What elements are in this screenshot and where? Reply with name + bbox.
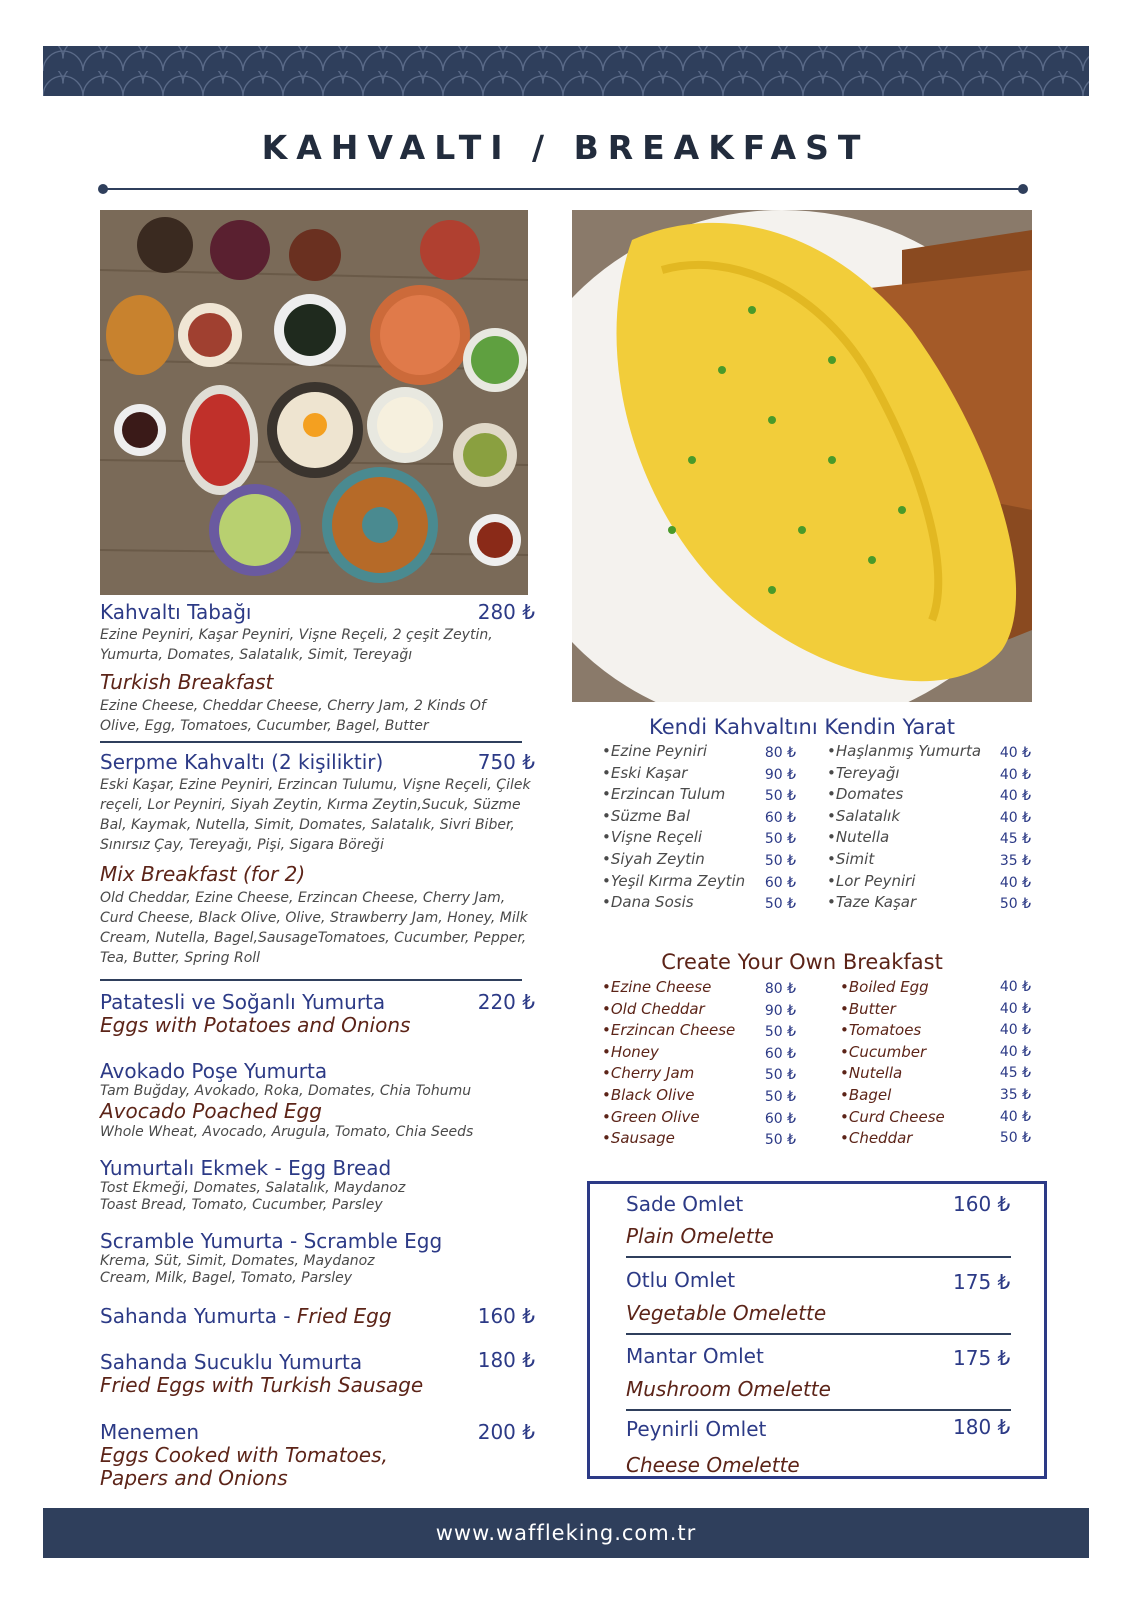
extras-item-name: •Salatalık	[827, 806, 901, 825]
extras-item-price: 40 ₺	[999, 874, 1031, 891]
extras-item-name: •Eski Kaşar	[602, 763, 688, 782]
extras-item-name: •Boiled Egg	[840, 978, 929, 996]
serpme-en-name: Mix Breakfast (for 2)	[100, 862, 306, 886]
create-left-list	[602, 977, 735, 1150]
extras-item-name: •Vişne Reçeli	[602, 828, 703, 847]
potato-eggs-price: 220 ₺	[477, 990, 535, 1014]
extras-item-name: •Nutella	[827, 828, 890, 847]
potato-eggs-en: Eggs with Potatoes and Onions	[100, 1013, 411, 1037]
extras-item-name: •Taze Kaşar	[827, 893, 917, 912]
omelette-divider	[626, 1333, 1011, 1335]
website-link[interactable]: www.waffleking.com.tr	[435, 1521, 697, 1545]
extras-item-price: 40 ₺	[999, 788, 1031, 805]
extras-item-price: 40 ₺	[999, 745, 1031, 761]
omelette-4-en: Cheese Omelette	[626, 1453, 800, 1477]
serpme-price: 750 ₺	[477, 750, 535, 774]
create-right-list	[840, 977, 945, 1150]
extras-item-price: 90 ₺	[764, 766, 796, 783]
extras-item-name: •Tomatoes	[840, 1021, 922, 1040]
kendi-right-prices	[975, 743, 1031, 916]
extras-item-price: 80 ₺	[764, 745, 796, 761]
extras-item-price: 60 ₺	[764, 1110, 796, 1127]
extras-item-name: •Cherry Jam	[602, 1064, 695, 1083]
extras-item-name: •Old Cheddar	[602, 999, 705, 1018]
scramble-egg-en-desc: Cream, Milk, Bagel, Tomato, Parsley	[100, 1270, 353, 1286]
avocado-egg-name: Avokado Poşe Yumurta	[100, 1059, 328, 1083]
egg-bread-desc: Tost Ekmeği, Domates, Salatalık, Maydanoz	[100, 1180, 406, 1196]
avocado-egg-en: Avocado Poached Egg	[100, 1099, 322, 1123]
scramble-egg-name: Scramble Yumurta - Scramble Egg	[100, 1229, 443, 1253]
extras-item-price: 45 ₺	[999, 1065, 1031, 1082]
extras-item-name: •Domates	[827, 785, 904, 804]
extras-item-name: •Cheddar	[840, 1129, 913, 1148]
create-title: Create Your Own Breakfast	[661, 950, 943, 974]
footer-band	[43, 1508, 1089, 1558]
omelette-1-price: 160 ₺	[953, 1192, 1011, 1216]
fried-egg-title	[100, 1304, 392, 1328]
page-title: KAHVALTI / BREAKFAST	[261, 128, 870, 167]
fried-egg-price: 160 ₺	[477, 1304, 535, 1328]
extras-item-price: 50 ₺	[999, 896, 1031, 913]
extras-item-price: 50 ₺	[764, 1024, 796, 1041]
title-divider	[98, 184, 1028, 194]
extras-item-name: •Ezine Peyniri	[602, 742, 708, 760]
omelette-4-name: Peynirli Omlet	[626, 1417, 767, 1441]
omelette-1-en: Plain Omelette	[626, 1224, 774, 1248]
extras-item-price: 50 ₺	[764, 896, 796, 913]
omelette-3-en: Mushroom Omelette	[626, 1377, 831, 1401]
omelette-divider	[626, 1409, 1011, 1411]
extras-item-price: 50 ₺	[764, 1132, 796, 1149]
extras-item-price: 60 ₺	[764, 874, 796, 891]
menemen-en-line1: Eggs Cooked with Tomatoes,	[100, 1443, 388, 1467]
extras-item-name: •Haşlanmış Yumurta	[827, 742, 982, 760]
create-left-prices	[740, 979, 796, 1152]
extras-item-price: 60 ₺	[764, 1045, 796, 1062]
header-pattern-band	[43, 46, 1089, 96]
omelette-photo	[572, 210, 1032, 702]
potato-eggs-name: Patatesli ve Soğanlı Yumurta	[100, 990, 386, 1014]
extras-item-name: •Süzme Bal	[602, 806, 691, 825]
omelette-divider	[626, 1256, 1011, 1258]
serpme-en-desc: Old Cheddar, Ezine Cheese, Erzincan Cheese, Cherry Jam, Curd Cheese, Black Olive, Olive, Strawberry Jam, Honey, Milk Cream, Nutella, Bagel,SausageTomatoes, Cucumber, Pepper, Tea, Butter, Spring Roll	[100, 890, 528, 966]
extras-item-price: 40 ₺	[999, 1043, 1031, 1060]
omelette-1-name: Sade Omlet	[626, 1192, 744, 1216]
breakfast-plate-price: 280 ₺	[477, 600, 535, 624]
extras-item-name: •Honey	[602, 1042, 659, 1061]
extras-item-name: •Nutella	[840, 1064, 903, 1083]
extras-item-name: •Lor Peyniri	[827, 871, 916, 890]
extras-item-price: 50 ₺	[764, 831, 796, 848]
extras-item-price: 80 ₺	[764, 981, 796, 997]
serpme-desc: Eski Kaşar, Ezine Peyniri, Erzincan Tulumu, Vişne Reçeli, Çilek reçeli, Lor Peyniri, Siyah Zeytin, Kırma Zeytin,Sucuk, Süzme Bal, Kaymak, Nutella, Simit, Domates, Salatalık, Sivri Biber, Sınırsız Çay, Tereyağı, Pişi, Sigara Böreği	[100, 777, 531, 853]
extras-item-name: •Tereyağı	[827, 763, 900, 782]
omelette-3-name: Mantar Omlet	[626, 1344, 764, 1368]
menemen-name: Menemen	[100, 1420, 200, 1444]
extras-item-name: •Black Olive	[602, 1085, 695, 1104]
serpme-name: Serpme Kahvaltı (2 kişiliktir)	[100, 750, 384, 774]
extras-item-price: 50 ₺	[764, 852, 796, 869]
avocado-egg-desc: Tam Buğday, Avokado, Roka, Domates, Chia Tohumu	[100, 1083, 472, 1099]
avocado-egg-en-desc: Whole Wheat, Avocado, Arugula, Tomato, Chia Seeds	[100, 1124, 474, 1140]
extras-item-price: 35 ₺	[999, 852, 1031, 869]
section-divider	[100, 979, 522, 981]
extras-item-name: •Yeşil Kırma Zeytin	[602, 871, 746, 890]
breakfast-spread-photo	[100, 210, 528, 595]
extras-item-name: •Ezine Cheese	[602, 978, 712, 996]
section-divider	[100, 741, 522, 743]
omelette-2-price: 175 ₺	[953, 1270, 1011, 1294]
omelette-2-en: Vegetable Omelette	[626, 1301, 827, 1325]
create-right-prices	[975, 977, 1031, 1150]
extras-item-price: 50 ₺	[764, 1088, 796, 1105]
extras-item-price: 40 ₺	[999, 979, 1031, 995]
extras-item-name: •Dana Sosis	[602, 893, 694, 912]
extras-item-price: 40 ₺	[999, 809, 1031, 826]
kendi-left-prices	[740, 743, 796, 916]
extras-item-name: •Erzincan Tulum	[602, 785, 726, 804]
extras-item-name: •Bagel	[840, 1085, 892, 1104]
extras-item-price: 40 ₺	[999, 1000, 1031, 1017]
extras-item-name: •Sausage	[602, 1129, 675, 1148]
sucuk-egg-price: 180 ₺	[477, 1348, 535, 1372]
breakfast-plate-en-name: Turkish Breakfast	[100, 670, 274, 694]
breakfast-plate-en-desc: Ezine Cheese, Cheddar Cheese, Cherry Jam, 2 Kinds Of Olive, Egg, Tomatoes, Cucumber, Bagel, Butter	[100, 698, 486, 734]
extras-item-name: •Erzincan Cheese	[602, 1021, 736, 1040]
omelette-2-name: Otlu Omlet	[626, 1268, 736, 1292]
kendi-title: Kendi Kahvaltını Kendin Yarat	[648, 715, 956, 739]
egg-bread-name: Yumurtalı Ekmek - Egg Bread	[100, 1156, 392, 1180]
fried-egg-name: Sahanda Yumurta -	[100, 1304, 297, 1328]
extras-item-name: •Curd Cheese	[840, 1107, 945, 1126]
extras-item-price: 35 ₺	[999, 1086, 1031, 1103]
extras-item-price: 40 ₺	[999, 1022, 1031, 1039]
sucuk-egg-name: Sahanda Sucuklu Yumurta	[100, 1350, 363, 1374]
breakfast-plate-desc: Ezine Peyniri, Kaşar Peyniri, Vişne Reçeli, 2 çeşit Zeytin, Yumurta, Domates, Salatalık, Simit, Tereyağı	[100, 627, 493, 663]
omelette-3-price: 175 ₺	[953, 1346, 1011, 1370]
menemen-price: 200 ₺	[477, 1420, 535, 1444]
extras-item-name: •Simit	[827, 849, 875, 868]
extras-item-name: •Green Olive	[602, 1107, 700, 1126]
extras-item-price: 90 ₺	[764, 1002, 796, 1019]
menemen-en-line2: Papers and Onions	[100, 1466, 288, 1490]
kendi-right-list	[827, 741, 981, 914]
extras-item-price: 50 ₺	[764, 788, 796, 805]
extras-item-price: 40 ₺	[999, 766, 1031, 783]
extras-item-name: •Cucumber	[840, 1042, 927, 1061]
sucuk-egg-en: Fried Eggs with Turkish Sausage	[100, 1373, 424, 1397]
extras-item-price: 50 ₺	[764, 1067, 796, 1084]
extras-item-price: 45 ₺	[999, 831, 1031, 848]
egg-bread-en-desc: Toast Bread, Tomato, Cucumber, Parsley	[100, 1197, 383, 1213]
extras-item-name: •Butter	[840, 999, 896, 1018]
fried-egg-en: Fried Egg	[296, 1304, 392, 1328]
extras-item-price: 40 ₺	[999, 1108, 1031, 1125]
kendi-left-list	[602, 741, 745, 914]
extras-item-name: •Siyah Zeytin	[602, 849, 705, 868]
scramble-egg-desc: Krema, Süt, Simit, Domates, Maydanoz	[100, 1253, 375, 1269]
omelette-4-price: 180 ₺	[953, 1415, 1011, 1439]
extras-item-price: 50 ₺	[999, 1130, 1031, 1147]
extras-item-price: 60 ₺	[764, 809, 796, 826]
breakfast-plate-name: Kahvaltı Tabağı	[100, 600, 252, 624]
